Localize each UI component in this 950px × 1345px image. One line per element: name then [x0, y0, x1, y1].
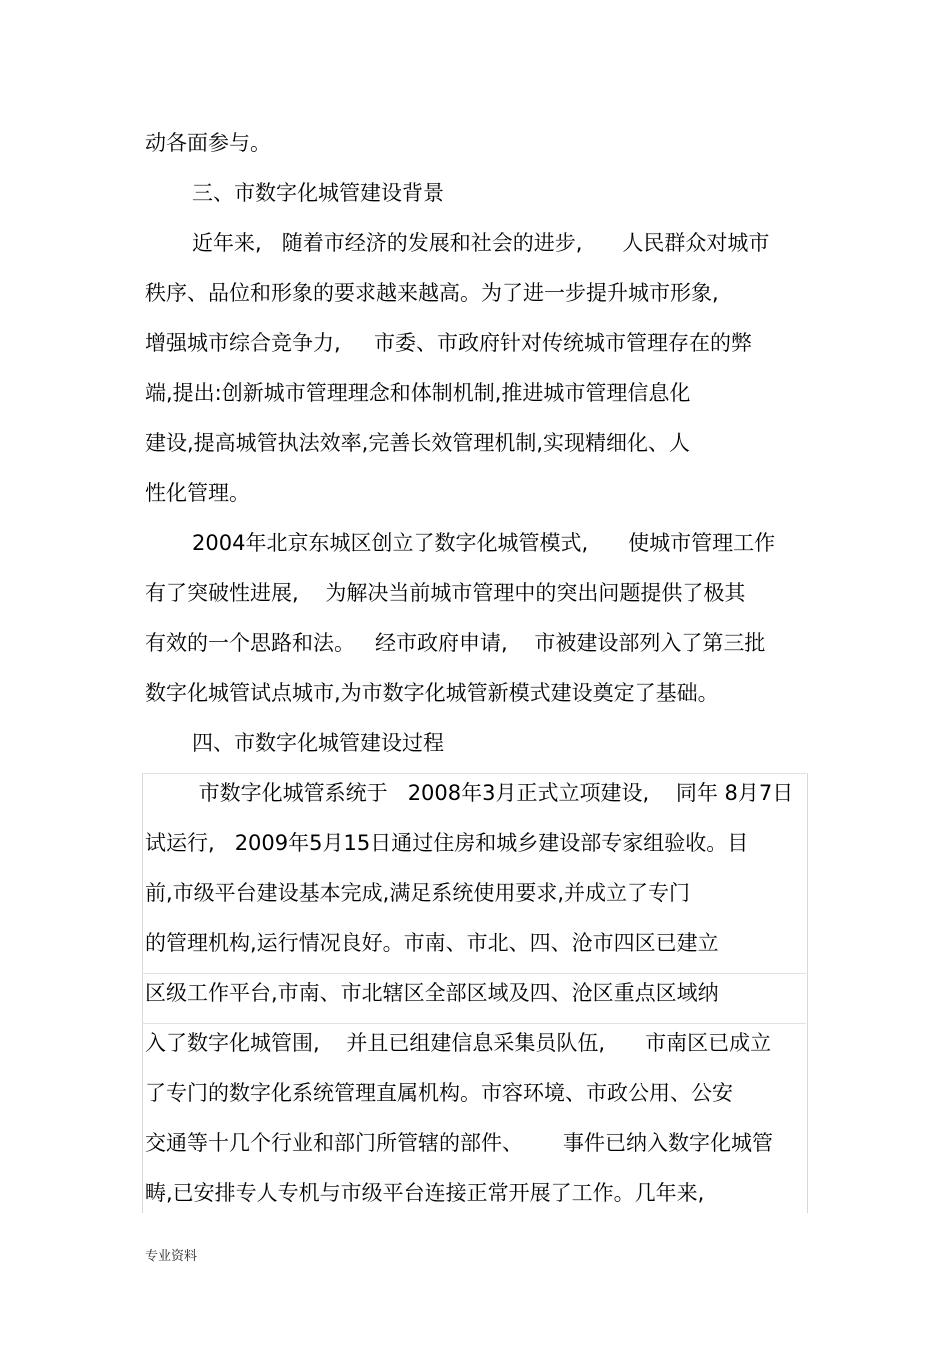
paragraph-line: 试运行, 2009年5月15日通过住房和城乡建设部专家组验收。目 [145, 831, 749, 855]
paragraph-line: 入了数字化城管围, 并且已组建信息采集员队伍, 市南区已成立 [145, 1031, 772, 1055]
frame-mid-rule [142, 973, 806, 974]
paragraph-line: 数字化城管试点城市,为市数字化城管新模式建设奠定了基础。 [145, 681, 719, 705]
paragraph-line: 了专门的数字化系统管理直属机构。市容环境、市政公用、公安 [145, 1081, 733, 1105]
paragraph-line: 交通等十几个行业和部门所管辖的部件、 事件已纳入数字化城管 [145, 1131, 774, 1155]
paragraph-line: 前,市级平台建设基本完成,满足系统使用要求,并成立了专门 [145, 881, 691, 905]
paragraph-line: 建设,提高城管执法效率,完善长效管理机制,实现精细化、人 [145, 431, 691, 455]
paragraph-line: 秩序、品位和形象的要求越来越高。为了进一步提升城市形象, [145, 281, 719, 305]
section-heading: 四、市数字化城管建设过程 [192, 731, 444, 755]
paragraph-line: 2004年北京东城区创立了数字化城管模式, 使城市管理工作 [192, 531, 776, 555]
paragraph-line: 有了突破性进展, 为解决当前城市管理中的突出问题提供了极其 [145, 581, 746, 605]
paragraph-line: 性化管理。 [145, 481, 250, 505]
paragraph-line: 有效的一个思路和法。 经市政府申请, 市被建设部列入了第三批 [145, 631, 766, 655]
paragraph-line: 近年来, 随着市经济的发展和社会的进步, 人民群众对城市 [192, 231, 770, 255]
page-footer-label: 专业资料 [145, 1249, 198, 1264]
paragraph-line: 的管理机构,运行情况良好。市南、市北、四、沧市四区已建立 [145, 931, 719, 955]
paragraph-line: 区级工作平台,市南、市北辖区全部区域及四、沧区重点区域纳 [145, 981, 719, 1005]
paragraph-line: 市数字化城管系统于 2008年3月正式立项建设, 同年 8月7日 [192, 781, 794, 805]
section-heading: 三、市数字化城管建设背景 [192, 181, 444, 205]
frame-mid-rule [142, 1023, 806, 1024]
paragraph-line: 畴,已安排专人专机与市级平台连接正常开展了工作。几年来, [145, 1181, 705, 1205]
frame-top-rule [142, 773, 806, 774]
paragraph-line: 增强城市综合竞争力, 市委、市政府针对传统城市管理存在的弊 [145, 331, 753, 355]
paragraph-line: 动各面参与。 [145, 131, 271, 155]
paragraph-line: 端,提出:创新城市管理理念和体制机制,推进城市管理信息化 [145, 381, 691, 405]
